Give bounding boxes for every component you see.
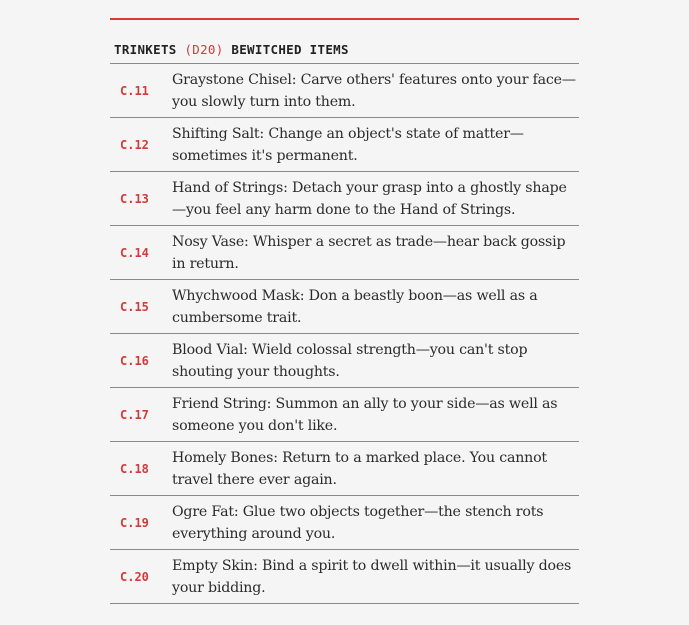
table-row	[110, 280, 579, 334]
table-row	[110, 118, 579, 172]
row-text: Ogre Fat: Glue two objects together—the stench rots everything around you.	[172, 503, 544, 542]
row-text: Empty Skin: Bind a spirit to dwell within—it usually does your bidding.	[172, 557, 572, 596]
row-text: Shifting Salt: Change an object's state of matter—sometimes it's permanent.	[172, 125, 524, 164]
row-code: C.12	[120, 137, 149, 152]
row-code: C.19	[120, 515, 149, 530]
row-code: C.15	[120, 299, 149, 314]
table-row	[110, 172, 579, 226]
title-subtitle: BEWITCHED ITEMS	[231, 42, 349, 57]
row-text: Whychwood Mask: Don a beastly boon—as well as a cumbersome trait.	[172, 287, 538, 326]
row-code: C.18	[120, 461, 149, 476]
row-text: Friend String: Summon an ally to your side—as well as someone you don't like.	[172, 395, 558, 434]
table-row	[110, 226, 579, 280]
row-text: Blood Vial: Wield colossal strength—you can't stop shouting your thoughts.	[172, 341, 528, 380]
row-code: C.17	[120, 407, 149, 422]
row-text: Nosy Vase: Whisper a secret as trade—hear back gossip in return.	[172, 233, 566, 272]
table-row	[110, 64, 579, 118]
row-text: Hand of Strings: Detach your grasp into a ghostly shape—you feel any harm done to the Hand of Strings.	[172, 179, 567, 218]
table-row	[110, 334, 579, 388]
table-row	[110, 442, 579, 496]
row-text: Homely Bones: Return to a marked place. You cannot travel there ever again.	[172, 449, 547, 488]
table-title	[110, 20, 579, 64]
table-row	[110, 388, 579, 442]
row-code: C.14	[120, 245, 149, 260]
table-row	[110, 496, 579, 550]
row-code: C.16	[120, 353, 149, 368]
trinkets-table	[110, 18, 579, 604]
table-row	[110, 550, 579, 604]
title-label: TRINKETS	[114, 42, 177, 57]
row-code: C.20	[120, 569, 149, 584]
title-die: (D20)	[184, 42, 224, 57]
row-text: Graystone Chisel: Carve others' features onto your face—you slowly turn into them.	[172, 71, 576, 110]
row-code: C.13	[120, 191, 149, 206]
row-code: C.11	[120, 83, 149, 98]
